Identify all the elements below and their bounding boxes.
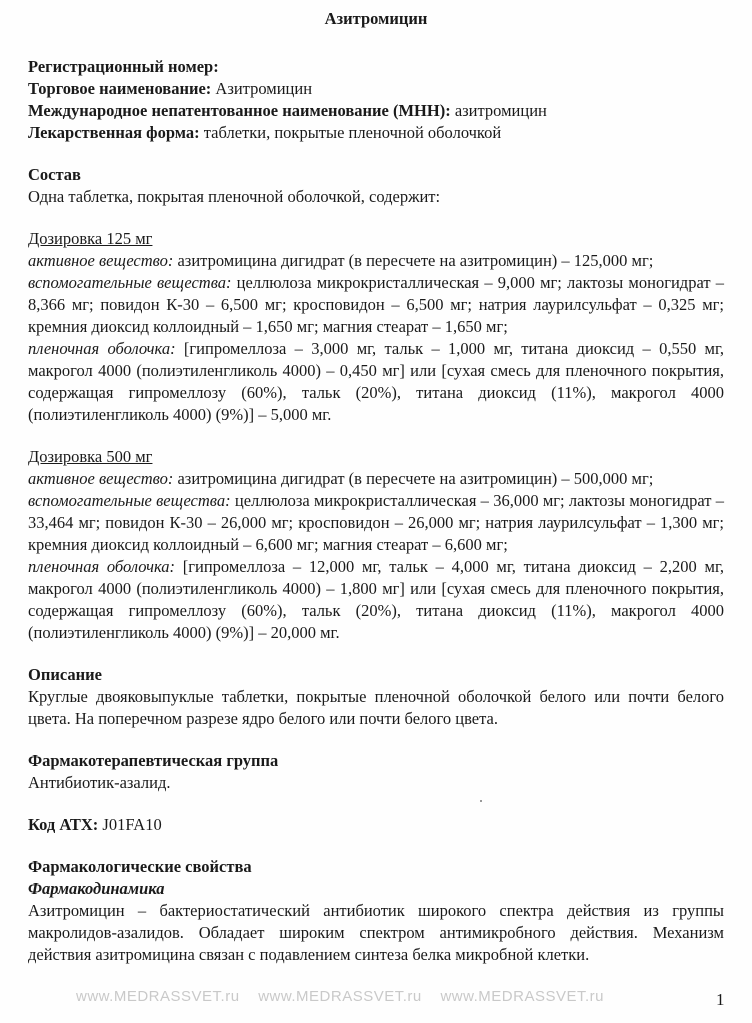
dose-125-excipients	[28, 272, 724, 338]
film-text: [гипромеллоза – 12,000 мг, тальк – 4,000 мг, титана диоксид – 2,200 мг, макрогол 4000 (полиэтиленгликоль 4000) – 1,800 мг] или [сухая смесь для пленочного покрытия, содержащая гипромеллозу (60%), тальк (20%), титана диоксид (11%), макрогол 4000 (полиэтиленгликоль 4000) (9%)] – 20,000 мг.	[28, 557, 724, 642]
inn-value: азитромицин	[450, 101, 547, 120]
dose-500-active	[28, 468, 724, 490]
dose-125-film	[28, 338, 724, 426]
pharm-props-heading: Фармакологические свойства	[28, 857, 252, 876]
inn-label: Международное непатентованное наименование (МНН):	[28, 101, 451, 120]
watermark-text: www.MEDRASSVET.ru	[258, 988, 422, 1005]
active-text: азитромицина дигидрат (в пересчете на азитромицин) – 125,000 мг;	[173, 251, 654, 270]
active-label: активное вещество:	[28, 469, 174, 488]
reg-number-label: Регистрационный номер:	[28, 57, 219, 76]
composition-heading: Состав	[28, 165, 81, 184]
active-text: азитромицина дигидрат (в пересчете на азитромицин) – 500,000 мг;	[173, 469, 654, 488]
dose-500-film	[28, 556, 724, 644]
active-label: активное вещество:	[28, 251, 174, 270]
scan-speck	[480, 800, 482, 802]
trade-name-value: Азитромицин	[211, 79, 313, 98]
trade-name-line	[28, 78, 724, 100]
description-heading: Описание	[28, 665, 102, 684]
film-text: [гипромеллоза – 3,000 мг, тальк – 1,000 мг, титана диоксид – 0,550 мг, макрогол 4000 (полиэтиленгликоль 4000) – 0,450 мг] или [сухая смесь для пленочного покрытия, содержащая гипромеллозу (60%), тальк (20%), титана диоксид (11%), макрогол 4000 (полиэтиленгликоль 4000) (9%)] – 5,000 мг.	[28, 339, 724, 424]
film-label: пленочная оболочка:	[28, 557, 175, 576]
atc-value: J01FA10	[98, 815, 162, 834]
watermark	[76, 988, 618, 1005]
composition-intro: Одна таблетка, покрытая пленочной оболочкой, содержит:	[28, 187, 441, 206]
excipients-text: целлюлоза микрокристаллическая – 9,000 мг; лактозы моногидрат – 8,366 мг; повидон К-30 – 6,500 мг; кросповидон – 6,500 мг; натрия лаурилсульфат – 0,325 мг; кремния диоксид коллоидный – 1,650 мг; магния стеарат – 1,650 мг;	[28, 273, 724, 336]
excipients-text: целлюлоза микрокристаллическая – 36,000 мг; лактозы моногидрат – 33,464 мг; повидон К-30 – 26,000 мг; кросповидон – 26,000 мг; натрия лаурилсульфат – 1,300 мг; кремния диоксид коллоидный – 6,600 мг; магния стеарат – 6,600 мг;	[28, 491, 724, 554]
watermark-text: www.MEDRASSVET.ru	[440, 988, 604, 1005]
inn-line	[28, 100, 724, 122]
dosage-form-value: таблетки, покрытые пленочной оболочкой	[199, 123, 502, 142]
pharmacodynamics-text: Азитромицин – бактериостатический антибиотик широкого спектра действия из группы макролидов-азалидов. Обладает широким спектром антимикробного действия. Механизм действия азитромицина связан с подавлением синтеза белка микробной клетки.	[28, 901, 724, 964]
trade-name-label: Торговое наименование:	[28, 79, 212, 98]
pharm-group-text: Антибиотик-азалид.	[28, 773, 171, 792]
document-page	[28, 8, 724, 966]
dosage-form-label: Лекарственная форма:	[28, 123, 200, 142]
excipients-label: вспомогательные вещества:	[28, 273, 232, 292]
dosage-form-line	[28, 122, 724, 144]
watermark-text: www.MEDRASSVET.ru	[76, 988, 240, 1005]
dose-500-heading: Дозировка 500 мг	[28, 447, 153, 466]
film-label: пленочная оболочка:	[28, 339, 176, 358]
pharmacodynamics-subheading: Фармакодинамика	[28, 879, 165, 898]
dose-125-active	[28, 250, 724, 272]
atc-line	[28, 814, 724, 836]
dose-500-excipients	[28, 490, 724, 556]
pharm-group-heading: Фармакотерапевтическая группа	[28, 751, 279, 770]
atc-label: Код АТХ:	[28, 815, 99, 834]
reg-number-line	[28, 56, 724, 78]
excipients-label: вспомогательные вещества:	[28, 491, 231, 510]
page-number: 1	[716, 990, 725, 1009]
description-text: Круглые двояковыпуклые таблетки, покрытые пленочной оболочкой белого или почти белого цвета. На поперечном разрезе ядро белого или почти белого цвета.	[28, 687, 724, 728]
dose-125-heading: Дозировка 125 мг	[28, 229, 153, 248]
page-title: Азитромицин	[324, 9, 428, 28]
